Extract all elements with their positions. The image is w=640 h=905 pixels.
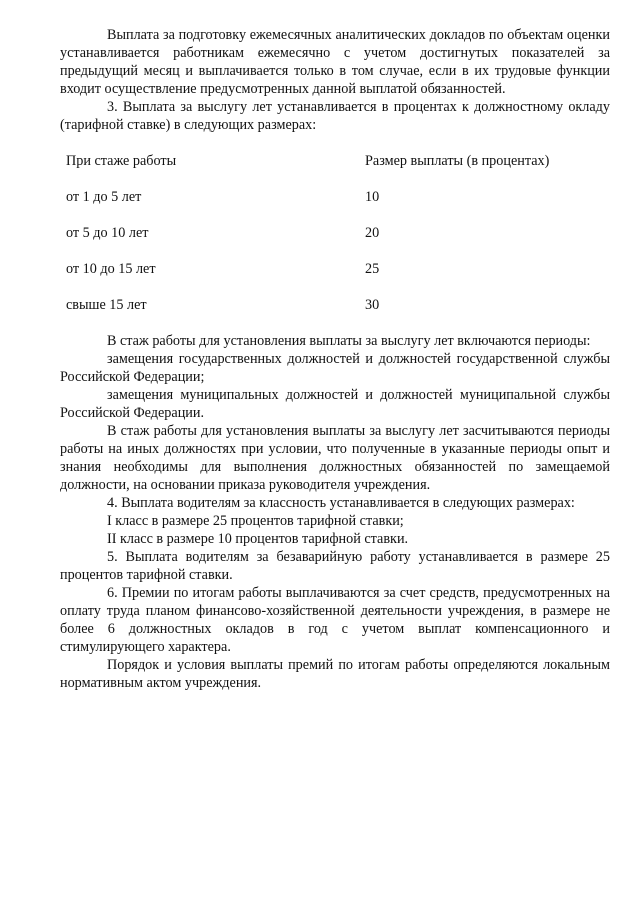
table-header-period: При стаже работы: [66, 153, 177, 169]
table-cell-period: свыше 15 лет: [66, 297, 147, 313]
paragraph-state-positions: замещения государственных должностей и должностей государственной службы Российской Федерации;: [60, 351, 610, 385]
table-cell-percent: 20: [365, 225, 380, 241]
paragraph-municipal-positions: замещения муниципальных должностей и должностей муниципальной службы Российской Федерации.: [60, 387, 610, 421]
paragraph-bonus-procedure: Порядок и условия выплаты премий по итогам работы определяются локальным нормативным актом учреждения.: [60, 657, 610, 691]
table-cell-percent: 10: [365, 189, 380, 205]
paragraph-other-positions: В стаж работы для установления выплаты за выслугу лет засчитываются периоды работы на иных должностях при условии, что полученные в указанные периоды опыт и знания необходимы для выполнения должностных обязанностей по замещаемой должности, на основании приказа руководителя учреждения.: [60, 423, 610, 493]
paragraph-accident-free: 5. Выплата водителям за безаварийную работу устанавливается в размере 25 процентов тарифной ставки.: [60, 549, 610, 583]
bottom-text-block: [60, 332, 610, 692]
paragraph-class-one: I класс в размере 25 процентов тарифной ставки;: [107, 513, 404, 529]
paragraph-analytic-reports: Выплата за подготовку ежемесячных аналитических докладов по объектам оценки устанавливается работникам ежемесячно с учетом достигнутых показателей за предыдущий месяц и выплачивается только в том случае, если в их трудовые функции входит осуществление предусмотренных данной выплатой обязанностей.: [60, 27, 610, 97]
table-row: [60, 188, 600, 224]
table-row: [60, 296, 600, 332]
table-row: [60, 260, 600, 296]
seniority-table: [60, 152, 600, 332]
table-cell-percent: 30: [365, 297, 380, 313]
table-cell-period: от 5 до 10 лет: [66, 225, 149, 241]
table-row: [60, 224, 600, 260]
table-header-percent: Размер выплаты (в процентах): [365, 153, 550, 169]
paragraph-class-two: II класс в размере 10 процентов тарифной ставки.: [107, 531, 409, 547]
paragraph-seniority-periods: В стаж работы для установления выплаты за выслугу лет включаются периоды:: [107, 333, 591, 349]
top-text-block: [60, 26, 610, 134]
paragraph-bonuses: 6. Премии по итогам работы выплачиваются за счет средств, предусмотренных на оплату труда планом финансово-хозяйственной деятельности учреждения, в размере не более 6 должностных окладов в год с учетом выплат компенсационного и стимулирующего характера.: [60, 585, 610, 655]
table-cell-percent: 25: [365, 261, 380, 277]
table-cell-period: от 1 до 5 лет: [66, 189, 142, 205]
table-cell-period: от 10 до 15 лет: [66, 261, 156, 277]
paragraph-seniority-intro: 3. Выплата за выслугу лет устанавливается в процентах к должностному окладу (тарифной ставке) в следующих размерах:: [60, 99, 610, 133]
table-header-row: [60, 152, 600, 188]
paragraph-driver-class: 4. Выплата водителям за классность устанавливается в следующих размерах:: [107, 495, 575, 511]
